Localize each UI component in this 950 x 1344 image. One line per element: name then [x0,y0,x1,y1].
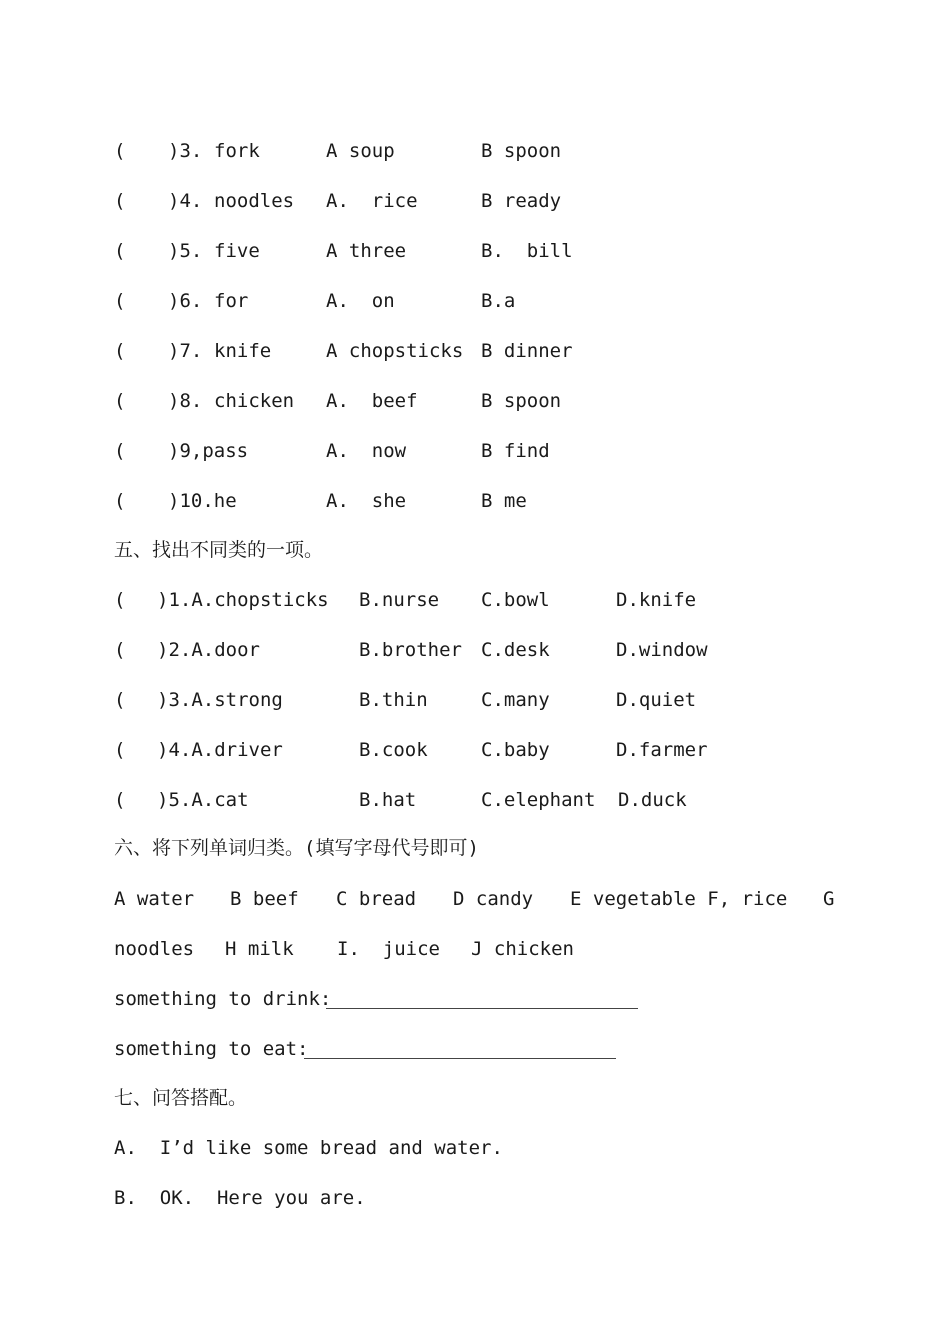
option-c: C.elephant [481,789,596,811]
section-6-title: 六、将下列单词归类。(填写字母代号即可) [114,837,479,859]
question-option-a: )1.A.chopsticks [157,589,329,611]
answer-bracket[interactable]: ( [114,440,126,462]
answer-bracket[interactable]: ( [114,639,126,661]
word-option: B beef [230,888,299,910]
word-option: D candy [453,888,534,910]
option-d: D.knife [616,589,697,611]
answer-bracket[interactable]: ( [114,290,126,312]
word-option: I. juice [337,938,440,960]
option-d: D.duck [618,789,687,811]
option-b: B.thin [359,689,428,711]
list-item [0,286,950,316]
list-item [0,136,950,166]
word-bank-line-2 [0,934,950,964]
eat-answer-row [0,1034,950,1064]
option-a: A three [326,240,407,262]
option-b: B.a [481,290,516,312]
option-b: B.hat [359,789,417,811]
question-option-a: )3.A.strong [157,689,283,711]
option-d: D.quiet [616,689,697,711]
option-a: A. rice [326,190,418,212]
answer-bracket[interactable]: ( [114,390,126,412]
answer-option-a: A. I’d like some bread and water. [114,1137,503,1159]
answer-bracket[interactable]: ( [114,140,126,162]
option-a: A. on [326,290,395,312]
option-a: A soup [326,140,395,162]
word-option: C bread [336,888,417,910]
section-7-title: 七、问答搭配。 [114,1087,248,1109]
question-option-a: )5.A.cat [157,789,249,811]
question-word: for [214,290,249,312]
list-item [0,436,950,466]
option-b: B.brother [359,639,462,661]
question-number: )7. [168,340,203,362]
section-5-title: 五、找出不同类的一项。 [114,539,324,561]
question-option-a: )2.A.door [157,639,260,661]
option-b: B dinner [481,340,573,362]
list-item [0,486,950,516]
question-option-a: )4.A.driver [157,739,283,761]
question-word: fork [214,140,260,162]
answer-bracket[interactable]: ( [114,490,126,512]
eat-label: something to eat: [114,1038,309,1060]
answer-bracket[interactable]: ( [114,190,126,212]
option-a: A. now [326,440,407,462]
answer-bracket[interactable]: ( [114,240,126,262]
option-b: B spoon [481,390,562,412]
answer-option-b: B. OK. Here you are. [114,1187,366,1209]
question-number: )8. [168,390,203,412]
word-option: J chicken [471,938,574,960]
answer-bracket[interactable]: ( [114,739,126,761]
option-c: C.baby [481,739,550,761]
question-number: )4. [168,190,203,212]
answer-bracket[interactable]: ( [114,789,126,811]
option-b: B find [481,440,550,462]
list-item [0,685,950,715]
question-number: )10.he [168,490,237,512]
answer-bracket[interactable]: ( [114,589,126,611]
question-number: )6. [168,290,203,312]
question-word: chicken [214,390,295,412]
word-option: E vegetable F, rice [570,888,788,910]
drink-answer-row [0,984,950,1014]
option-d: D.farmer [616,739,708,761]
list-item [0,386,950,416]
word-option: A water [114,888,195,910]
eat-answer-blank[interactable] [304,1038,616,1059]
option-c: C.desk [481,639,550,661]
question-number: )3. [168,140,203,162]
option-c: C.bowl [481,589,550,611]
option-b: B me [481,490,527,512]
option-b: B ready [481,190,562,212]
list-item [0,236,950,266]
option-d: D.window [616,639,708,661]
option-b: B.nurse [359,589,440,611]
list-item [0,336,950,366]
question-number: )9,pass [168,440,249,462]
question-word: knife [214,340,272,362]
drink-answer-blank[interactable] [326,988,638,1009]
option-a: A. she [326,490,407,512]
list-item [0,186,950,216]
drink-label: something to drink: [114,988,332,1010]
word-bank-line-1 [0,884,950,914]
word-option: H milk [225,938,294,960]
question-word: noodles [214,190,295,212]
option-a: A. beef [326,390,418,412]
option-b: B spoon [481,140,562,162]
list-item [0,735,950,765]
option-b: B. bill [481,240,573,262]
word-option: noodles [114,938,195,960]
answer-bracket[interactable]: ( [114,340,126,362]
option-c: C.many [481,689,550,711]
word-option: G [823,888,835,910]
option-a: A chopsticks [326,340,464,362]
list-item [0,635,950,665]
list-item [0,785,950,815]
option-b: B.cook [359,739,428,761]
question-number: )5. [168,240,203,262]
answer-bracket[interactable]: ( [114,689,126,711]
question-word: five [214,240,260,262]
list-item [0,585,950,615]
